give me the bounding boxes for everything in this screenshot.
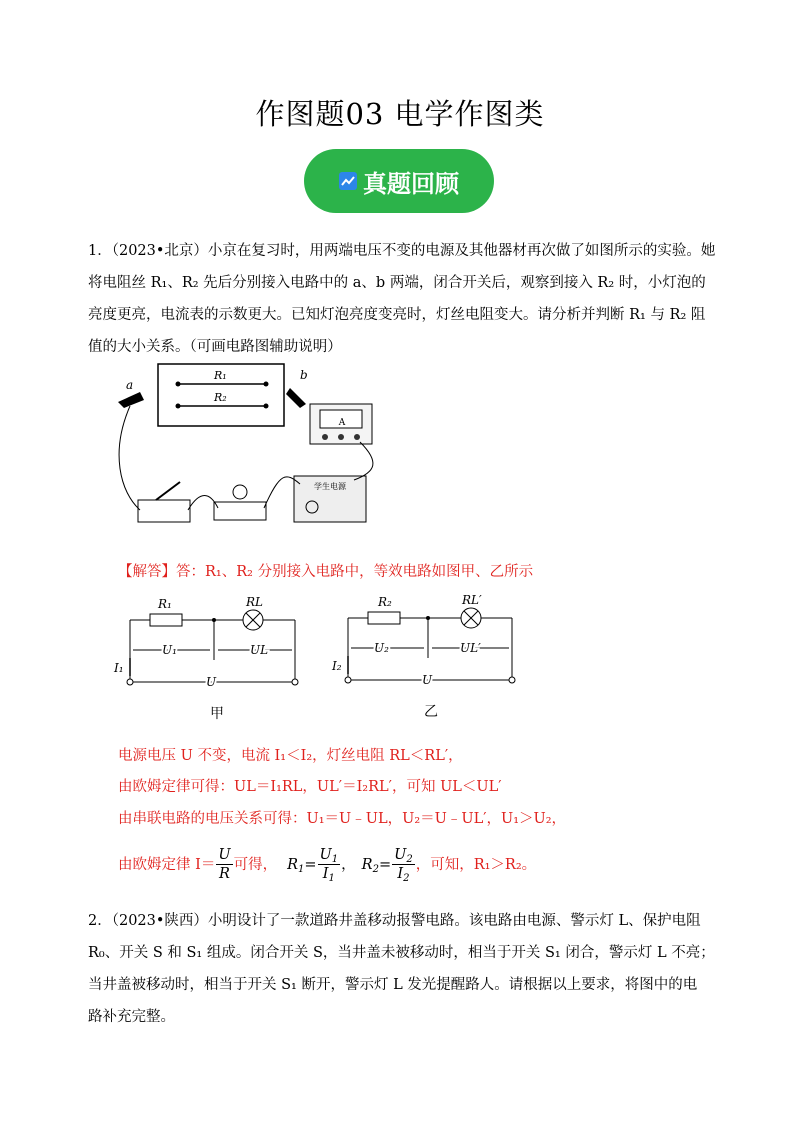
answer-line-1: 电源电压 U 不变，电流 I₁＜I₂，灯丝电阻 RL＜RL′， [118, 748, 463, 764]
q1-line-1: 1．（2023•北京）小京在复习时，用两端电压不变的电源及其他器材再次做了如图所示的实验。她 [88, 243, 716, 259]
jia-r1-label: R₁ [158, 597, 172, 611]
jia-ul-label: UL [250, 643, 269, 657]
lamp-base [214, 502, 266, 520]
clip-a [118, 392, 144, 408]
svg-text:A: A [338, 418, 346, 428]
jia-i1-label: I₁ [114, 661, 124, 675]
fig-label-b: b [300, 368, 308, 382]
fraction-u1-over-i1: $\frac{U_1}{I_1}$ [319, 847, 339, 884]
yi-u-label: U [422, 673, 433, 687]
r2-equals: $R_2=$ [361, 856, 392, 875]
q2-line-4: 路补充完整。 [88, 1009, 175, 1025]
chart-icon [339, 172, 357, 190]
answer-line-4: 由欧姆定律 I＝ $\frac{U}{R}$ 可得， $R_1=$ $\frac{U_1}{I_1}$ ， $R_2=$ $\frac{U_2}{I_2}$ ，可知，R₁＞R₂。 [118, 847, 537, 884]
answer-tag: 【解答】 [118, 564, 176, 580]
fig-label-r1: R₁ [214, 369, 227, 382]
q2-line-2: R₀、开关 S 和 S₁ 组成。闭合开关 S，当井盖未被移动时，相当于开关 S₁ 闭合，警示灯 L 不亮； [88, 945, 715, 961]
svg-text:学生电源: 学生电源 [314, 482, 346, 491]
ohm-law-mid: 可得， [233, 856, 278, 873]
q1-line-2: 将电阻丝 R₁、R₂ 先后分别接入电路中的 a、b 两端，闭合开关后，观察到接入 R₂ 时，小灯泡的 [88, 275, 706, 291]
page-title: 作图题03 电学作图类 [255, 97, 545, 131]
answer-line-2: 由欧姆定律可得：UL＝I₁RL，UL′＝I₂RL′，可知 UL＜UL′ [118, 779, 502, 795]
yi-rl-label: RL′ [462, 593, 482, 607]
yi-r2-label: R₂ [378, 595, 392, 609]
circuit-jia [110, 592, 310, 722]
answer-line-3: 由串联电路的电压关系可得：U₁＝U﹣UL，U₂＝U﹣UL′，U₁＞U₂， [118, 811, 567, 827]
yi-u2-label: U₂ [374, 641, 389, 655]
q2-line-3: 当井盖被移动时，相当于开关 S₁ 断开，警示灯 L 发光提醒路人。请根据以上要求，将图中的电 [88, 977, 698, 993]
yi-caption: 乙 [424, 704, 438, 720]
r1-equals: $R_1=$ [287, 856, 317, 875]
q2-line-1: 2．（2023•陕西）小明设计了一款道路井盖移动报警电路。该电路由电源、警示灯 L、保护电阻 [88, 913, 701, 929]
experiment-figure [110, 362, 410, 532]
q1-line-4: 值的大小关系。（可画电路图辅助说明） [88, 339, 342, 355]
jia-rl-label: RL [246, 595, 264, 609]
fraction-u2-over-i2: $\frac{U_2}{I_2}$ [394, 847, 413, 884]
answer-heading [118, 561, 748, 583]
clip-b [286, 388, 306, 408]
circuit-yi [330, 592, 530, 722]
lamp-bulb [233, 485, 247, 499]
yi-i2-label: I₂ [332, 659, 342, 673]
q1-line-3: 亮度更亮，电流表的示数更大。已知灯泡亮度变亮时，灯丝电阻变大。请分析并判断 R₁ 与 R₂ 阻 [88, 307, 706, 323]
ohm-law-suffix: ，可知，R₁＞R₂。 [415, 856, 537, 873]
jia-u1-label: U₁ [162, 643, 177, 657]
badge-label: 真题回顾 [363, 169, 459, 198]
fig-label-a: a [126, 378, 134, 392]
fraction-u-over-r: $\frac{U}{R}$ [218, 847, 231, 882]
jia-caption: 甲 [210, 706, 224, 722]
fig-label-r2: R₂ [214, 391, 227, 404]
ohm-law-prefix: 由欧姆定律 I＝ [118, 856, 216, 873]
section-badge [304, 149, 494, 213]
resistor-r2 [368, 612, 400, 624]
yi-ul-label: UL′ [460, 641, 481, 655]
answer-heading-text: 答：R₁、R₂ 分别接入电路中，等效电路如图甲、乙所示 [176, 564, 534, 580]
jia-u-label: U [206, 675, 217, 689]
resistor-r1 [150, 614, 182, 626]
switch [138, 500, 190, 522]
